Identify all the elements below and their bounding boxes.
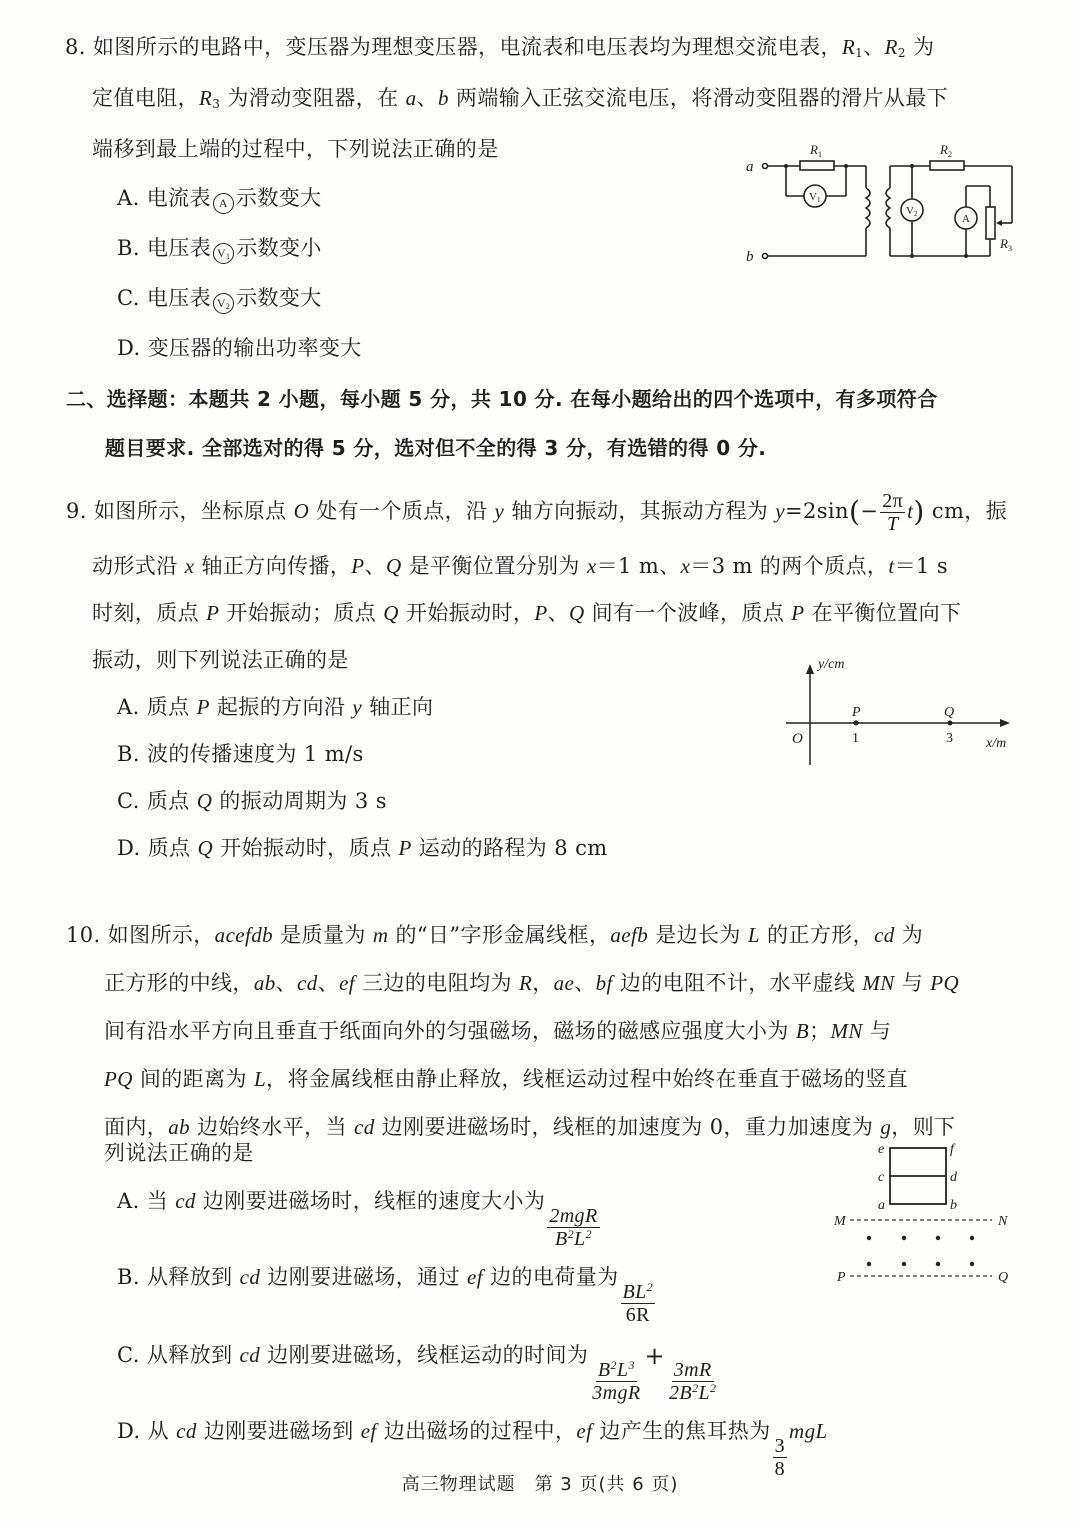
q8-stem-line-2 bbox=[92, 83, 948, 113]
q9-option-c[interactable]: C. 质点 Q 的振动周期为 3 s bbox=[117, 789, 387, 813]
y-axis-label: y/cm bbox=[818, 657, 845, 672]
var: a bbox=[405, 86, 417, 110]
terminal-b bbox=[763, 254, 768, 259]
q9-axis-diagram bbox=[760, 650, 1040, 780]
q8-option-b[interactable] bbox=[117, 233, 322, 264]
q10-stem-line-6: 列说法正确的是 bbox=[104, 1141, 254, 1165]
x-axis-arrow bbox=[1000, 719, 1010, 727]
q10-stem-line-1: 10. 如图所示，acefdb 是质量为 m 的“日”字形金属线框，aefb 是边长为 L 的正方形，cd 为 bbox=[66, 923, 924, 947]
sub: 3 bbox=[212, 97, 221, 111]
q9-stem-line-4: 振动，则下列说法正确的是 bbox=[92, 648, 349, 672]
point-p bbox=[854, 721, 859, 726]
resistor-r1 bbox=[800, 161, 834, 170]
label-v1: V1 bbox=[809, 191, 821, 204]
q9-stem-line-2: 动形式沿 x 轴正方向传播，P、Q 是平衡位置分别为 x＝1 m、x＝3 m 的两个质点，t＝1 s bbox=[92, 554, 948, 578]
tick-3: 3 bbox=[946, 731, 953, 746]
text: 定值电阻， bbox=[92, 86, 199, 110]
q8-option-d[interactable]: D. 变压器的输出功率变大 bbox=[117, 336, 362, 360]
terminal-a bbox=[763, 164, 768, 169]
var: b bbox=[437, 86, 449, 110]
q8-stem-line-1 bbox=[65, 32, 934, 62]
voltmeter-1-icon: $V_1$ bbox=[213, 243, 234, 264]
var: R bbox=[884, 35, 898, 59]
p-label: P bbox=[852, 705, 861, 720]
fraction: $\frac{3mR}{2B^2L^2}$ bbox=[669, 1359, 717, 1404]
text: 、 bbox=[416, 86, 438, 110]
y-axis-arrow bbox=[806, 664, 814, 674]
text: 为滑动变阻器，在 bbox=[220, 86, 406, 110]
x-axis-label: x/m bbox=[986, 736, 1007, 751]
q9-option-d[interactable]: D. 质点 Q 开始振动时，质点 P 运动的路程为 8 cm bbox=[117, 836, 608, 860]
origin-label: O bbox=[792, 731, 803, 747]
text: 示数变小 bbox=[236, 236, 322, 260]
q8-stem-line-3: 端移到最上端的过程中，下列说法正确的是 bbox=[92, 137, 499, 161]
q9-stem-line-1: 9. 如图所示，坐标原点 O 处有一个质点，沿 y 轴方向振动，其振动方程为 y=2sin(− $\frac{2\pi}{T}$ t) cm，振 bbox=[66, 490, 1008, 535]
voltmeter-2-icon: $V_2$ bbox=[213, 293, 234, 314]
text: 两端输入正弦交流电压，将滑动变阻器的滑片从最下 bbox=[448, 86, 949, 110]
label-v2: V2 bbox=[906, 205, 918, 218]
magnetic-field-dots bbox=[867, 1236, 974, 1266]
tick-1: 1 bbox=[852, 731, 859, 746]
q10-stem-line-5: 面内，ab 边始终水平，当 cd 边刚要进磁场时，线框的加速度为 0，重力加速度为 g，则下 bbox=[104, 1115, 956, 1139]
sub: 1 bbox=[855, 46, 864, 60]
secondary-coil bbox=[886, 188, 890, 228]
ammeter-icon: A bbox=[213, 193, 234, 214]
fraction: $\frac{3}{8}$ bbox=[774, 1435, 786, 1480]
var: R bbox=[841, 35, 856, 59]
q10-option-c[interactable]: C. 从释放到 cd 边刚要进磁场，线框运动的时间为 $\frac{B^2L^3}{\text{3mgR}}$ + $\frac{3mR}{2B^2L^2}$ bbox=[117, 1342, 717, 1404]
text: C. 电压表 bbox=[117, 286, 212, 310]
q10-option-d[interactable]: D. 从 cd 边刚要进磁场到 ef 边出磁场的过程中，ef 边产生的焦耳热为 $\frac{3}{8}$ mgL bbox=[117, 1419, 828, 1480]
q10-stem-line-2: 正方形的中线，ab、cd、ef 三边的电阻均为 R，ae、bf 边的电阻不计，水平虚线 MN 与 PQ bbox=[104, 971, 960, 995]
label-r2: $R_2$ bbox=[940, 142, 952, 159]
text: B. 电压表 bbox=[117, 236, 212, 260]
label-b: b bbox=[950, 1198, 957, 1213]
label-b: b bbox=[746, 249, 754, 265]
text: 示数变大 bbox=[235, 186, 322, 210]
label-r1: $R_1$ bbox=[810, 142, 822, 159]
resistor-r2 bbox=[930, 161, 964, 170]
q8-option-a[interactable] bbox=[117, 183, 322, 214]
primary-coil bbox=[866, 188, 870, 228]
label-m: M bbox=[834, 1214, 846, 1229]
fraction: $\frac{\text{2mgR}}{B^2L^2}$ bbox=[549, 1205, 598, 1250]
label-e: e bbox=[878, 1142, 885, 1157]
q10-option-a[interactable]: A. 当 cd 边刚要进磁场时，线框的速度大小为 $\frac{\text{2mgR}}{B^2L^2}$ bbox=[117, 1189, 598, 1250]
q10-stem-line-3: 间有沿水平方向且垂直于纸面向外的匀强磁场，磁场的磁感应强度大小为 B；MN 与 bbox=[104, 1019, 892, 1043]
q10-option-b[interactable]: B. 从释放到 cd 边刚要进磁场，通过 ef 边的电荷量为 $\frac{BL^2}{6R}$ bbox=[117, 1265, 654, 1326]
text: A. 电流表 bbox=[117, 186, 211, 210]
text: 、 bbox=[863, 35, 885, 59]
label-d: d bbox=[950, 1170, 957, 1185]
q9-option-a[interactable]: A. 质点 P 起振的方向沿 y 轴正向 bbox=[117, 695, 434, 719]
var: R bbox=[199, 86, 213, 110]
point-q bbox=[948, 721, 953, 726]
q10-frame-diagram bbox=[820, 1140, 1040, 1290]
fraction: $\frac{B^2L^3}{\text{3mgR}}$ bbox=[592, 1358, 641, 1404]
label-a-meter: A bbox=[962, 213, 970, 225]
section2-instruction-2: 题目要求. 全部选对的得 5 分，选对但不全的得 3 分，有选错的得 0 分. bbox=[105, 436, 767, 460]
rheostat-r3 bbox=[986, 207, 995, 239]
label-q: Q bbox=[998, 1270, 1009, 1285]
label-f: f bbox=[950, 1142, 954, 1157]
fraction: $\frac{BL^2}{6R}$ bbox=[622, 1280, 654, 1326]
text: 为 bbox=[905, 35, 935, 59]
label-r3: $R_3$ bbox=[1000, 236, 1012, 253]
slider-arrow bbox=[996, 220, 1002, 226]
q8-circuit-diagram bbox=[740, 130, 1040, 270]
q9-stem-line-3: 时刻，质点 P 开始振动；质点 Q 开始振动时，P、Q 间有一个波峰，质点 P 在平衡位置向下 bbox=[92, 601, 962, 625]
label-a: a bbox=[746, 159, 754, 175]
section2-instruction-1: 二、选择题：本题共 2 小题，每小题 5 分，共 10 分. 在每小题给出的四个选项中，有多项符合 bbox=[66, 387, 938, 411]
label-c: c bbox=[878, 1170, 885, 1185]
label-p: P bbox=[837, 1270, 846, 1285]
text: 8. 如图所示的电路中，变压器为理想变压器，电流表和电压表均为理想交流电表， bbox=[65, 35, 842, 59]
label-a: a bbox=[878, 1198, 885, 1213]
label-n: N bbox=[998, 1214, 1008, 1229]
q9-option-b[interactable]: B. 波的传播速度为 1 m/s bbox=[117, 742, 364, 766]
sub: 2 bbox=[897, 46, 906, 60]
q-label: Q bbox=[944, 705, 955, 720]
q8-option-c[interactable] bbox=[117, 283, 322, 314]
page-footer: 高三物理试题 第 3 页(共 6 页) bbox=[401, 1474, 679, 1495]
q10-stem-line-4: PQ 间的距离为 L，将金属线框由静止释放，线框运动过程中始终在垂直于磁场的竖直 bbox=[104, 1067, 909, 1091]
text: 示数变大 bbox=[236, 286, 322, 310]
